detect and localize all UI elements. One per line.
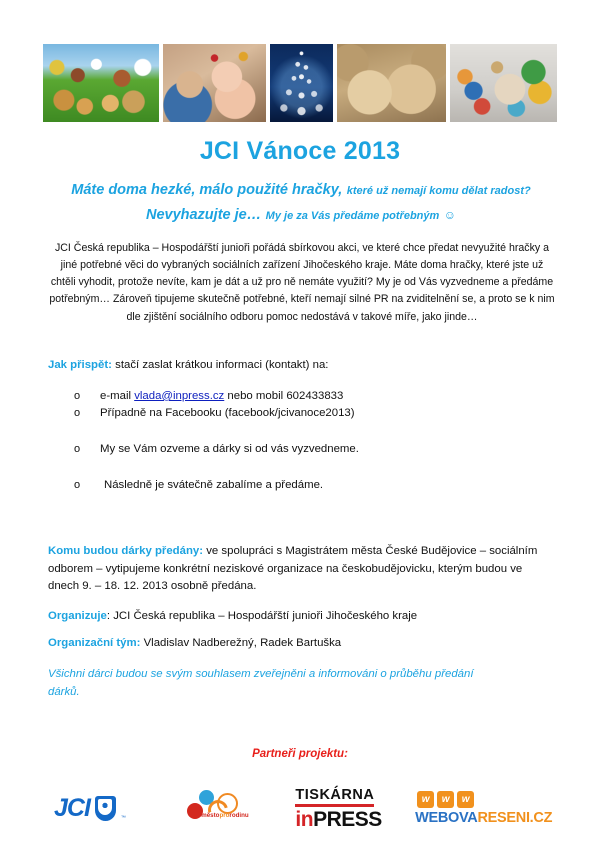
gift-recipients-lead: Komu budou dárky předány: xyxy=(48,545,204,557)
gift-recipients-paragraph xyxy=(48,543,556,596)
inpress-press: PRESS xyxy=(313,807,382,831)
intro-paragraph: JCI Česká republika – Hospodářští junioři pořádá sbírkovou akci, ve které chce předat nevyužité hračky a jiné potřebné věci do vybraných sociálních zařízení Jihočeského kraje. Máte doma hračky, které jste už chtěli vyhodit, protože nevíte, kam je dát a už pro ně nemáte využití? My je od Vás vyzvedneme a předáme potřebným… Zároveň tipujeme skutečně potřebné, kteří nemají silné PR na zviditelnění se, a proto se k nim dle zjištění sociálního odboru pomoc nedostává v takové míře, jako jinde… xyxy=(49,242,555,323)
christmas-tree-lights-photo xyxy=(270,44,333,122)
how-to-help-bullet-list xyxy=(72,388,556,494)
webovareseni-wordmark xyxy=(415,810,556,826)
how-to-help-lead: Jak přispět: xyxy=(48,359,112,371)
inpress-wordmark xyxy=(295,809,393,830)
mpr-word-pro: pro xyxy=(219,812,230,819)
how-to-help-rest: stačí zaslat krátkou informaci (kontakt) na: xyxy=(111,359,329,371)
teddy-bears-photo xyxy=(337,44,445,122)
bullet-pickup: o My se Vám ozveme a dárky si od vás vyzvedneme. xyxy=(72,441,556,458)
webovareseni-logo xyxy=(415,791,556,826)
organizer-rest: : JCI Česká republika – Hospodářští junioři Jihočeského kraje xyxy=(106,610,418,622)
tiskarna-wordmark: TISKÁRNA xyxy=(295,788,374,807)
mother-and-baby-photo xyxy=(163,44,266,122)
tiskarna-inpress-logo xyxy=(295,786,393,830)
subtitle-block xyxy=(42,178,560,228)
email-link[interactable]: vlada@inpress.cz xyxy=(134,390,225,402)
web-word-reseni: RESENI.CZ xyxy=(477,809,553,826)
organizing-team-lead: Organizační tým: xyxy=(48,637,141,649)
mpr-word-rodinu: rodinu xyxy=(229,812,249,819)
web-square-1: w xyxy=(417,791,434,808)
jci-trademark-symbol: ™ xyxy=(120,814,126,821)
organizing-team-rest: Vladislav Nadberežný, Radek Bartuška xyxy=(140,637,342,649)
organizer-paragraph xyxy=(48,608,556,626)
web-word-webova: WEBOVA xyxy=(415,809,478,826)
subtitle-line-2 xyxy=(42,203,560,228)
partner-logos xyxy=(48,782,556,834)
bullet-email xyxy=(72,388,556,405)
subtitle-line-1-main: Máte doma hezké, málo použité hračky, xyxy=(71,182,343,198)
donors-note: Všichni dárci budou se svým souhlasem zveřejněni a informováni o průběhu předání dárků. xyxy=(48,668,474,699)
subtitle-line-1 xyxy=(42,178,560,203)
web-squares-icon xyxy=(417,791,556,808)
jci-logo xyxy=(54,794,159,823)
subtitle-line-2-main: Nevyhazujte je… xyxy=(145,206,262,223)
web-square-2: w xyxy=(437,791,454,808)
web-square-3: w xyxy=(457,791,474,808)
bullet-email-suffix: nebo mobil 602433833 xyxy=(224,390,344,402)
baby-toys-photo xyxy=(450,44,557,122)
toys-on-grass-photo xyxy=(43,44,159,122)
gift-recipients-rest: ve spolupráci s Magistrátem města České Budějovice – sociálním odborem – vytipujeme konkrétní neziskové organizace na českobudějovicku, kterým budou ve dnech 9. – 18. 12. 2013 osobně předána. xyxy=(48,545,538,593)
mesto-pro-rodinu-logo xyxy=(183,788,273,828)
mpr-word-mesto: město xyxy=(201,812,220,819)
subtitle-line-1-tail: které už nemají komu dělat radost? xyxy=(346,185,531,197)
jci-shield-icon xyxy=(95,796,116,821)
page-title: JCI Vánoce 2013 xyxy=(199,137,401,165)
smiley-icon: ☺ xyxy=(443,207,457,222)
subtitle-line-2-tail: My je za Vás předáme potřebným xyxy=(265,209,440,222)
inpress-in: in xyxy=(295,807,314,831)
bullet-facebook: o Případně na Facebooku (facebook/jcivanoce2013) xyxy=(72,405,556,422)
how-to-help-heading xyxy=(48,357,556,375)
organizer-lead: Organizuje xyxy=(48,610,107,622)
mpr-wordmark xyxy=(201,812,248,819)
header-photo-strip xyxy=(43,44,557,122)
organizing-team-paragraph xyxy=(48,635,556,653)
jci-wordmark: JCI xyxy=(54,793,90,822)
partners-heading: Partneři projektu: xyxy=(252,748,348,760)
bullet-wrapping: o Následně je svátečně zabalíme a předáme. xyxy=(72,477,556,494)
bullet-email-prefix: e-mail xyxy=(100,390,135,402)
